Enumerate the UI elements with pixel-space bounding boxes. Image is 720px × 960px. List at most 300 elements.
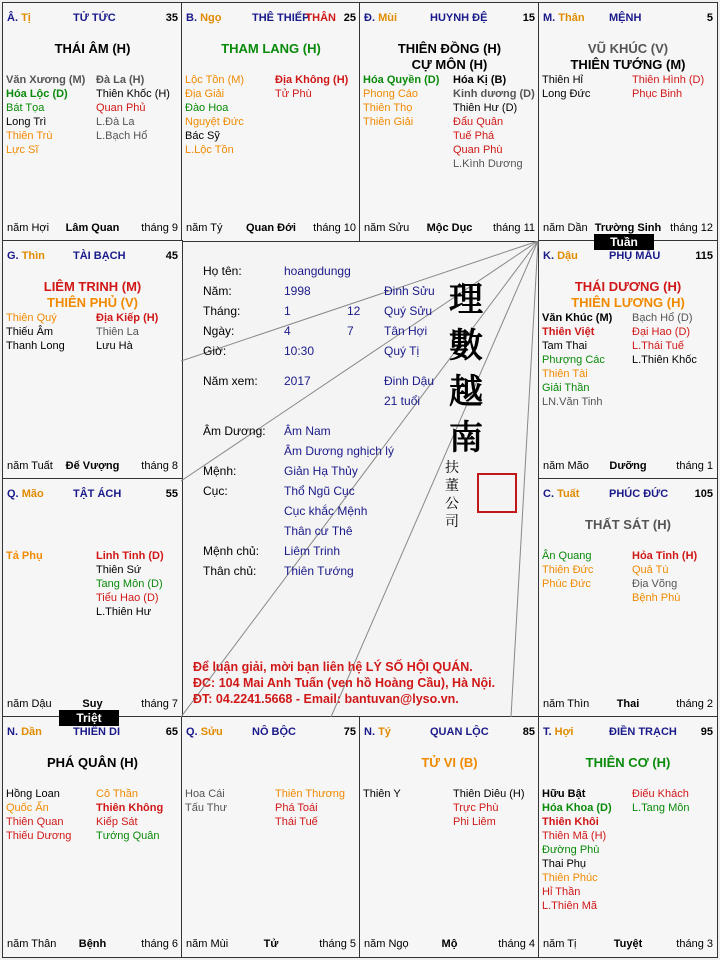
star-column-left — [6, 549, 43, 563]
minor-star: Phục Binh — [632, 88, 683, 100]
minor-star: Thiếu Âm — [6, 326, 54, 338]
year-label: năm Mão — [543, 460, 589, 472]
star-column-left — [542, 311, 612, 409]
branch-label — [543, 726, 573, 738]
minor-star: Thiên Việt — [542, 326, 595, 338]
minor-star: Quan Phủ — [96, 102, 146, 114]
minor-star: Hữu Bật — [542, 788, 586, 800]
value-cuc: Thổ Ngũ Cục — [284, 484, 355, 498]
palace-footer — [543, 698, 713, 712]
palace-header — [543, 250, 713, 264]
minor-star: Hóa Kị (B) — [453, 74, 507, 86]
branch-label — [7, 250, 45, 262]
life-stage: Tử — [263, 938, 279, 950]
month-label: tháng 12 — [670, 222, 713, 234]
main-star: PHÁ QUÂN (H) — [47, 755, 138, 770]
branch-stem: K. — [543, 250, 554, 262]
minor-star: Linh Tinh (D) — [96, 550, 164, 562]
minor-star: Đường Phù — [542, 844, 600, 856]
main-star: THIÊN LƯƠNG (H) — [571, 295, 685, 310]
minor-star: Đại Hao (D) — [632, 326, 691, 338]
minor-star: Tang Môn (D) — [96, 578, 163, 590]
minor-star: Tam Thai — [542, 340, 588, 352]
info-labels — [203, 261, 266, 581]
palace-name: QUAN LỘC — [430, 726, 489, 738]
value-nam-can: Đinh Sửu — [384, 284, 435, 298]
minor-star: L.Đà La — [96, 116, 135, 128]
life-stage: Bệnh — [78, 938, 107, 950]
minor-star: Thiên La — [96, 326, 139, 338]
main-star: THIÊN ĐỒNG (H) — [397, 41, 502, 56]
minor-star: Hoa Cái — [185, 788, 225, 800]
branch-label — [7, 726, 42, 738]
small-char: 司 — [445, 514, 459, 530]
value-menh-chu: Liêm Trinh — [284, 544, 341, 558]
life-stage: Lâm Quan — [65, 222, 120, 234]
year-label: năm Hợi — [7, 222, 50, 234]
main-stars — [3, 279, 182, 311]
minor-star: L.Bạch Hổ — [96, 130, 148, 142]
minor-star: Quốc Ấn — [6, 802, 49, 814]
palace-header — [7, 726, 178, 740]
minor-star: L.Lộc Tồn — [185, 144, 234, 156]
branch-label — [364, 12, 397, 24]
star-column-left — [542, 549, 593, 591]
star-column-right — [453, 787, 525, 829]
minor-star: Thái Tuế — [275, 816, 318, 828]
month-label: tháng 8 — [141, 460, 178, 472]
cell-suu — [181, 716, 361, 958]
palace-header — [186, 726, 356, 740]
star-column-right — [632, 549, 697, 605]
minor-star: L.Kình Dương — [453, 158, 523, 170]
minor-star: Cô Thần — [96, 788, 138, 800]
minor-star: Trực Phù — [453, 802, 499, 814]
month-label: tháng 6 — [141, 938, 178, 950]
small-char: 董 — [445, 478, 459, 494]
age-number: 45 — [165, 250, 178, 262]
palace-footer — [543, 938, 713, 952]
life-stage: Trường Sinh — [594, 222, 662, 234]
palace-header — [186, 12, 356, 26]
branch-stem: C. — [543, 488, 554, 500]
value-nam: 1998 — [284, 284, 311, 298]
minor-star: Đào Hoa — [185, 102, 229, 114]
month-label: tháng 1 — [676, 460, 713, 472]
calligraphy — [449, 277, 483, 461]
minor-star: Địa Không (H) — [275, 74, 349, 86]
branch-stem: Q. — [186, 726, 198, 738]
minor-star: Tử Phù — [275, 88, 312, 100]
branch-label — [543, 250, 578, 262]
star-column-left — [542, 73, 590, 101]
minor-star: Tướng Quân — [96, 830, 160, 842]
info-can-chi — [384, 281, 435, 411]
branch-name: Hợi — [554, 726, 574, 738]
main-star: THẤT SÁT (H) — [585, 517, 671, 532]
minor-star: Giải Thần — [542, 382, 590, 394]
minor-star: Ân Quang — [542, 550, 592, 562]
minor-star: Thiên Y — [363, 788, 401, 800]
main-stars — [360, 41, 539, 73]
branch-stem: T. — [543, 726, 552, 738]
age-number: 55 — [165, 488, 178, 500]
month-label: tháng 7 — [141, 698, 178, 710]
calligraphy-char: 越 — [449, 372, 483, 412]
palace-footer — [186, 222, 356, 236]
contact-line-1: Để luận giải, mời bạn liên hệ LÝ SỐ HỘI QUÁN. — [193, 660, 473, 674]
main-stars — [182, 41, 360, 57]
minor-star: Lưu Hà — [96, 340, 133, 352]
value-nam-xem-can: Đinh Dậu — [384, 374, 435, 388]
star-column-left — [363, 787, 401, 801]
label-menh-chu: Mệnh chủ: — [203, 544, 260, 558]
branch-label — [186, 726, 223, 738]
minor-star: Thiên Thọ — [363, 102, 413, 114]
value-thang: 1 — [284, 304, 291, 318]
year-label: năm Dần — [543, 222, 588, 234]
branch-name: Dậu — [557, 250, 578, 262]
palace-header — [7, 250, 178, 264]
palace-name: THIÊN DI — [73, 726, 121, 738]
palace-name: PHÚC ĐỨC — [609, 488, 669, 500]
palace-name: PHỤ MẪU — [609, 250, 661, 262]
star-column-right — [632, 73, 704, 101]
branch-label — [543, 488, 579, 500]
palace-name: TỬ TỨC — [73, 12, 116, 24]
minor-star: Bệnh Phù — [632, 592, 681, 604]
branch-stem: Đ. — [364, 12, 375, 24]
value-ngay-can: Tân Hợi — [384, 324, 428, 338]
branch-label — [7, 488, 44, 500]
branch-name: Thân — [558, 12, 585, 24]
minor-star: LN.Văn Tinh — [542, 396, 603, 408]
star-column-left — [6, 311, 65, 353]
branch-label — [543, 12, 585, 24]
cell-ngo — [181, 2, 361, 242]
main-stars — [539, 41, 717, 73]
minor-star: Phá Toái — [275, 802, 318, 814]
star-column-left — [6, 73, 85, 157]
year-label: năm Ngọ — [364, 938, 409, 950]
palace-header — [7, 12, 178, 26]
main-star: LIÊM TRINH (M) — [43, 279, 142, 294]
label-than-chu: Thân chủ: — [203, 564, 257, 578]
age-number: 15 — [522, 12, 535, 24]
main-star: CỰ MÔN (H) — [411, 57, 488, 72]
value-thang-2: 12 — [347, 304, 361, 318]
label-thang: Tháng: — [203, 304, 241, 318]
palace-name: TẬT ÁCH — [73, 488, 122, 500]
minor-star: Hóa Quyền (D) — [363, 74, 440, 86]
minor-star: Bát Tọa — [6, 102, 45, 114]
life-stage: Đế Vượng — [65, 460, 120, 472]
main-star: THIÊN PHỦ (V) — [47, 295, 138, 310]
minor-star: L.Thiên Khốc — [632, 354, 697, 366]
palace-footer — [186, 938, 356, 952]
branch-stem: N. — [364, 726, 375, 738]
minor-star: Thai Phụ — [542, 858, 587, 870]
age-number: 35 — [165, 12, 178, 24]
palace-footer — [364, 938, 535, 952]
age-number: 115 — [695, 250, 713, 262]
minor-star: Phượng Các — [542, 354, 605, 366]
value-nam-xem: 2017 — [284, 374, 311, 388]
minor-star: Tuế Phá — [453, 130, 495, 142]
minor-star: Thiên Không — [96, 802, 164, 814]
life-stage: Quan Đới — [246, 222, 296, 234]
main-star: VŨ KHÚC (V) — [587, 41, 669, 56]
minor-star: L.Tang Môn — [632, 802, 690, 814]
minor-star: Thanh Long — [6, 340, 65, 352]
branch-stem: Q. — [7, 488, 19, 500]
branch-label — [7, 12, 31, 24]
branch-stem: G. — [7, 250, 19, 262]
minor-star: Thiếu Dương — [6, 830, 72, 842]
minor-star: Thiên Khốc (H) — [96, 88, 170, 100]
month-label: tháng 11 — [492, 222, 535, 234]
value-than-chu: Thiên Tướng — [284, 564, 354, 578]
star-column-right — [632, 787, 689, 815]
minor-star: Địa Võng — [632, 578, 678, 590]
minor-star: L.Thái Tuế — [632, 340, 684, 352]
palace-name: HUYNH ĐỆ — [430, 12, 488, 24]
minor-star: Phi Liêm — [453, 816, 496, 828]
minor-star: Hồng Loan — [6, 788, 60, 800]
star-column-right — [96, 549, 164, 619]
minor-star: Quan Phù — [453, 144, 503, 156]
minor-star: Lực Sĩ — [6, 144, 39, 156]
cell-mao — [2, 478, 183, 718]
cell-tuat — [538, 478, 718, 718]
main-star: THIÊN TƯỚNG (M) — [570, 57, 686, 72]
value-am-duong: Âm Nam — [284, 424, 331, 438]
month-label: tháng 4 — [498, 938, 535, 950]
palace-header — [364, 726, 535, 740]
branch-label — [364, 726, 391, 738]
calligraphy-char: 理 — [449, 280, 483, 320]
palace-name: MỆNH — [609, 12, 642, 24]
minor-star: Quả Tú — [632, 564, 669, 576]
branch-name: Dần — [21, 726, 42, 738]
life-stage: Mộ — [441, 938, 458, 950]
age-number: 105 — [694, 488, 713, 500]
calligraphy-char: 南 — [449, 418, 483, 458]
cell-than — [538, 2, 718, 242]
branch-name: Mão — [21, 488, 44, 500]
branch-name: Tý — [378, 726, 391, 738]
minor-star: Long Đức — [542, 88, 591, 100]
main-star: THÁI DƯƠNG (H) — [574, 279, 682, 294]
age-number: 5 — [706, 12, 713, 24]
minor-star: Thiên Diêu (H) — [453, 788, 525, 800]
palace-footer — [7, 938, 178, 952]
star-column-left — [363, 73, 439, 129]
minor-star: Thiên Tài — [542, 368, 588, 380]
calligraphy-char: 數 — [449, 326, 483, 366]
label-ho-ten: Họ tên: — [203, 264, 242, 278]
label-nam-xem: Năm xem: — [203, 374, 258, 388]
minor-star: Thiên Hỉ — [542, 74, 583, 86]
age-number: 95 — [700, 726, 713, 738]
palace-name: THÊ THIẾP — [252, 12, 310, 24]
label-menh: Mệnh: — [203, 464, 237, 478]
year-label: năm Thìn — [543, 698, 590, 710]
minor-star: Địa Giải — [185, 88, 225, 100]
minor-star: Hỉ Thần — [542, 886, 581, 898]
palace-footer — [7, 222, 178, 236]
main-star: THIÊN CƠ (H) — [585, 755, 671, 770]
value-tuoi: 21 tuổi — [384, 394, 421, 408]
main-star: THÁI ÂM (H) — [54, 41, 131, 56]
minor-star: Văn Khúc (M) — [542, 312, 613, 324]
cell-dau — [538, 240, 718, 480]
branch-name: Tuất — [557, 488, 580, 500]
month-label: tháng 3 — [676, 938, 713, 950]
branch-name: Ngọ — [200, 12, 222, 24]
minor-star: Hóa Lộc (D) — [6, 88, 68, 100]
branch-stem: M. — [543, 12, 556, 24]
minor-star: Lộc Tồn (M) — [185, 74, 245, 86]
year-label: năm Sửu — [364, 222, 410, 234]
minor-star: Thiên Hư (D) — [453, 102, 518, 114]
year-label: năm Thân — [7, 938, 57, 950]
minor-star: Văn Xương (M) — [6, 74, 86, 86]
star-column-right — [96, 787, 163, 843]
palace-footer — [364, 222, 535, 236]
minor-star: Địa Kiếp (H) — [96, 312, 159, 324]
minor-star: Thiên Đức — [542, 564, 594, 576]
minor-star: Kinh dương (D) — [453, 88, 535, 100]
minor-star: Thiên Hình (D) — [632, 74, 705, 86]
label-gio: Giờ: — [203, 344, 227, 358]
branch-name: Thìn — [21, 250, 45, 262]
value-cuc-2: Cục khắc Mệnh — [284, 504, 368, 518]
month-label: tháng 5 — [319, 938, 356, 950]
minor-star: Phong Cáo — [363, 88, 419, 100]
palace-header — [364, 12, 535, 26]
palace-name: TÀI BẠCH — [73, 250, 126, 262]
value-cuc-3: Thân cư Thê — [284, 524, 353, 538]
value-ngay: 4 — [284, 324, 291, 338]
label-am-duong: Âm Dương: — [203, 424, 266, 438]
month-label: tháng 10 — [313, 222, 356, 234]
life-stage: Mộc Dục — [426, 222, 473, 234]
life-stage: Tuyệt — [613, 938, 643, 950]
minor-star: L.Thiên Mã — [542, 900, 598, 912]
label-cuc: Cục: — [203, 484, 228, 498]
main-stars — [3, 755, 182, 771]
age-number: 75 — [343, 726, 356, 738]
minor-star: Đẩu Quân — [453, 116, 504, 128]
small-char: 扶 — [445, 460, 459, 476]
year-label: năm Tý — [186, 222, 223, 234]
age-number: 65 — [165, 726, 178, 738]
year-label: năm Mùi — [186, 938, 229, 950]
star-column-right — [96, 73, 170, 143]
star-column-right — [275, 787, 345, 829]
month-label: tháng 2 — [676, 698, 713, 710]
minor-star: Phúc Đức — [542, 578, 591, 590]
minor-star: Thiên Trù — [6, 130, 53, 142]
palace-header — [543, 726, 713, 740]
tuan-tag: Tuần — [594, 234, 654, 250]
palace-name: ĐIỀN TRẠCH — [609, 726, 677, 738]
contact-line-3: ĐT: 04.2241.5668 - Email: bantuvan@lyso.vn. — [193, 692, 459, 706]
value-thang-can: Quý Sửu — [384, 304, 433, 318]
label-ngay: Ngày: — [203, 324, 235, 338]
palace-footer — [7, 460, 178, 474]
minor-star: Thiên Giải — [363, 116, 414, 128]
minor-star: Kiếp Sát — [96, 816, 138, 828]
main-star: TỬ VI (B) — [421, 755, 478, 770]
contact-info — [193, 659, 495, 707]
cell-ty2 — [359, 716, 540, 958]
minor-star: Nguyệt Đức — [185, 116, 244, 128]
palace-header — [7, 488, 178, 502]
life-stage: Dưỡng — [609, 460, 647, 472]
minor-star: Bạch Hổ (D) — [632, 312, 693, 324]
minor-star: Tiểu Hao (D) — [96, 592, 159, 604]
star-column-right — [96, 311, 158, 353]
year-label: năm Dậu — [7, 698, 52, 710]
minor-star: L.Thiên Hư — [96, 606, 152, 618]
branch-name: Tị — [21, 12, 31, 24]
cell-thin — [2, 240, 183, 480]
value-ho-ten: hoangdungg — [284, 264, 351, 278]
star-column-right — [632, 311, 697, 367]
minor-star: Tả Phụ — [6, 550, 43, 562]
main-stars — [539, 517, 717, 533]
minor-star: Thiên Thương — [275, 788, 346, 800]
minor-star: Đà La (H) — [96, 74, 145, 86]
branch-label — [186, 12, 221, 24]
value-gio-can: Quý Tị — [384, 344, 420, 358]
life-stage: Suy — [82, 698, 103, 710]
branch-stem: Â. — [7, 12, 18, 24]
age-number: 85 — [522, 726, 535, 738]
life-stage: Thai — [616, 698, 640, 710]
year-label: năm Tuất — [7, 460, 53, 472]
palace-header — [543, 12, 713, 26]
main-stars — [539, 755, 717, 771]
main-star: THAM LANG (H) — [221, 41, 321, 56]
star-column-right — [453, 73, 535, 171]
minor-star: Hóa Khoa (D) — [542, 802, 612, 814]
palace-name: NÔ BỘC — [252, 726, 296, 738]
label-nam: Năm: — [203, 284, 232, 298]
branch-name: Mùi — [378, 12, 398, 24]
value-menh: Giản Hạ Thủy — [284, 464, 358, 478]
value-am-duong-2: Âm Dương nghịch lý — [284, 444, 394, 458]
small-calligraphy — [445, 459, 459, 531]
main-stars — [3, 41, 182, 57]
branch-stem: N. — [7, 726, 18, 738]
cell-dan — [2, 716, 183, 958]
red-seal-stamp — [477, 473, 517, 513]
small-char: 公 — [445, 496, 459, 512]
year-label: năm Tị — [543, 938, 577, 950]
minor-star: Thiên Phúc — [542, 872, 598, 884]
minor-star: Long Trì — [6, 116, 47, 128]
main-stars — [539, 279, 717, 311]
minor-star: Thiên Quý — [6, 312, 57, 324]
main-stars — [360, 755, 539, 771]
minor-star: Thiên Mã (H) — [542, 830, 607, 842]
star-column-left — [542, 787, 612, 913]
info-month-day-2 — [347, 301, 360, 341]
star-column-left — [6, 787, 71, 843]
